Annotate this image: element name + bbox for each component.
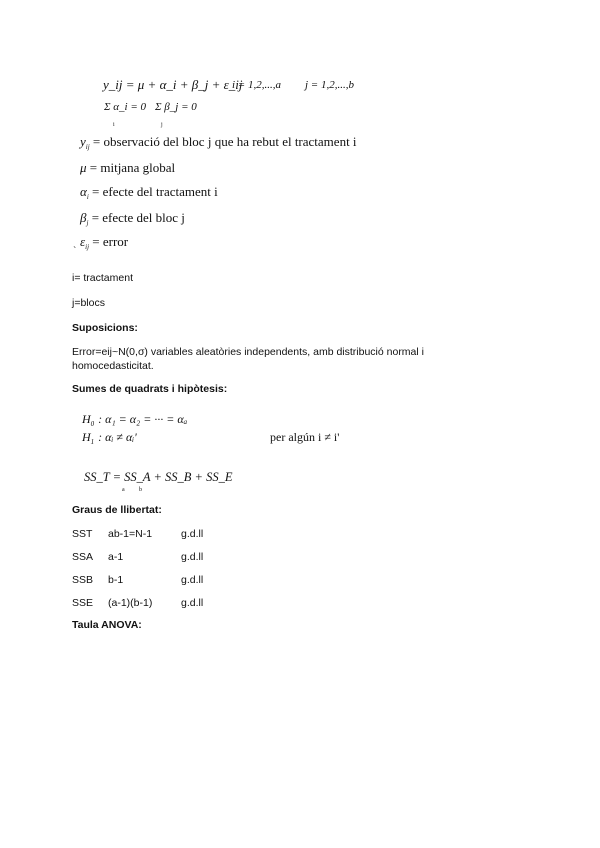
graus-row-name: SSE — [72, 597, 94, 609]
index-j-range: j = 1,2,...,b — [305, 79, 354, 91]
tick-mark: ` — [73, 246, 77, 257]
graus-row-value: ab-1=N-1 — [108, 528, 153, 540]
graus-row-unit: g.d.ll — [181, 574, 204, 586]
ss-under-b: b — [139, 487, 142, 493]
note-j: j=blocs — [72, 297, 105, 309]
ss-decomposition: SS_T = SS_A + SS_B + SS_E — [84, 470, 233, 484]
sum-lower-index-2: j — [161, 122, 163, 128]
definition-y: $y_{ij}$ = observació del bloc j que ha rebut el tractament i — [80, 134, 357, 151]
graus-row-value: (a-1)(b-1) — [108, 597, 153, 609]
suposicions-text-2: homocedasticitat. — [72, 360, 154, 372]
note-i: i= tractament — [72, 272, 133, 284]
hypothesis-h1-condition: per algún i ≠ i' — [270, 430, 340, 444]
graus-row-unit: g.d.ll — [181, 528, 204, 540]
graus-row-value: a-1 — [108, 551, 124, 563]
model-equation: y_ij = μ + α_i + β_j + ε_ij — [103, 77, 243, 92]
ss-under-a: a — [122, 487, 125, 493]
constraint-beta: Σ β_j = 0 — [155, 101, 197, 113]
constraint-alpha: Σ α_i = 0 — [104, 101, 147, 113]
graus-row-unit: g.d.ll — [181, 551, 204, 563]
hypothesis-h1: $H_1$ : αᵢ ≠ αᵢ' — [82, 430, 137, 446]
suposicions-heading: Suposicions: — [72, 322, 138, 334]
anova-heading: Taula ANOVA: — [72, 619, 142, 631]
sumes-heading: Sumes de quadrats i hipòtesis: — [72, 383, 228, 395]
index-i-range: i = 1,2,...,a — [232, 79, 281, 91]
graus-row-name: SST — [72, 528, 93, 540]
graus-heading: Graus de llibertat: — [72, 504, 162, 516]
graus-row-value: b-1 — [108, 574, 124, 586]
definition-epsilon: $\varepsilon_{ij}$ = error — [80, 234, 129, 251]
hypothesis-h0: $H_0$ : α₁ = α₂ = ··· = αₐ — [82, 412, 188, 428]
sum-lower-index-1: i — [113, 122, 115, 128]
graus-row-name: SSB — [72, 574, 94, 586]
definition-mu: μ = mitjana global — [80, 160, 176, 175]
suposicions-text-1: Error=eij~N(0,σ) variables aleatòries independents, amb distribució normal i — [72, 346, 424, 358]
definition-beta: $\beta_j$ = efecte del bloc j — [80, 210, 185, 227]
graus-row-unit: g.d.ll — [181, 597, 204, 609]
definition-alpha: $\alpha_i$ = efecte del tractament i — [80, 184, 218, 201]
graus-row-name: SSA — [72, 551, 94, 563]
